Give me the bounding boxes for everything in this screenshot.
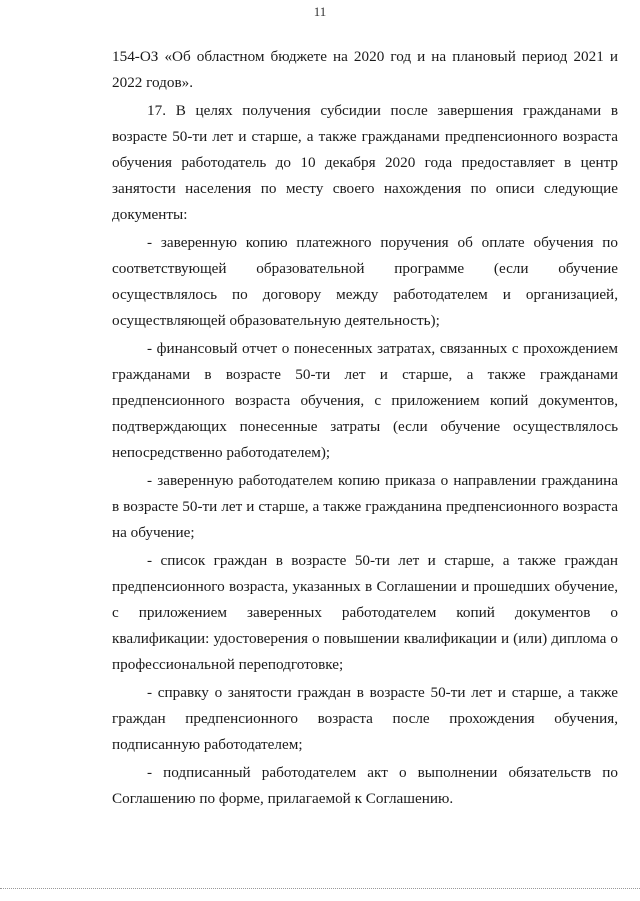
list-item-order-copy: - заверенную работодателем копию приказа о направлении гражданина в возрасте 50-ти лет и старше, а также гражданина предпенсионного возраста на обучение;: [112, 472, 618, 541]
paragraph-law-reference: 154-ОЗ «Об областном бюджете на 2020 год и на плановый период 2021 и 2022 годов».: [112, 48, 618, 91]
scan-bottom-edge: [0, 888, 640, 889]
list-item-employment-certificate: - справку о занятости граждан в возрасте 50-ти лет и старше, а также граждан предпенсионного возраста после прохождения обучения, подписанную работодателем;: [112, 684, 618, 753]
body-text: [112, 44, 618, 812]
list-item-financial-report: - финансовый отчет о понесенных затратах, связанных с прохождением гражданами в возрасте 50-ти лет и старше, а также гражданами предпенсионного возраста обучения, с приложением копий документов, подтверждающих понесенные затраты (если обучение осуществлялось непосредственно работодателем);: [112, 340, 618, 461]
paragraph-item-17: 17. В целях получения субсидии после завершения гражданами в возрасте 50-ти лет и старше, а также гражданами предпенсионного возраста обучения работодатель до 10 декабря 2020 года предоставляет в центр занятости населения по месту своего нахождения по описи следующие документы:: [112, 102, 618, 223]
list-item-signed-act: - подписанный работодателем акт о выполнении обязательств по Соглашению по форме, прилагаемой к Соглашению.: [112, 764, 618, 807]
page-number: 11: [313, 4, 327, 19]
list-item-payment-order: - заверенную копию платежного поручения об оплате обучения по соответствующей образовательной программе (если обучение осуществлялось по договору между работодателем и организацией, осуществляющей образовательную деятельность);: [112, 234, 618, 329]
list-item-citizens-list: - список граждан в возрасте 50-ти лет и старше, а также граждан предпенсионного возраста, указанных в Соглашении и прошедших обучение, с приложением заверенных работодателем копий документов о квалификации: удостоверения о повышении квалификации и (или) диплома о профессиональной переподготовке;: [112, 552, 618, 673]
